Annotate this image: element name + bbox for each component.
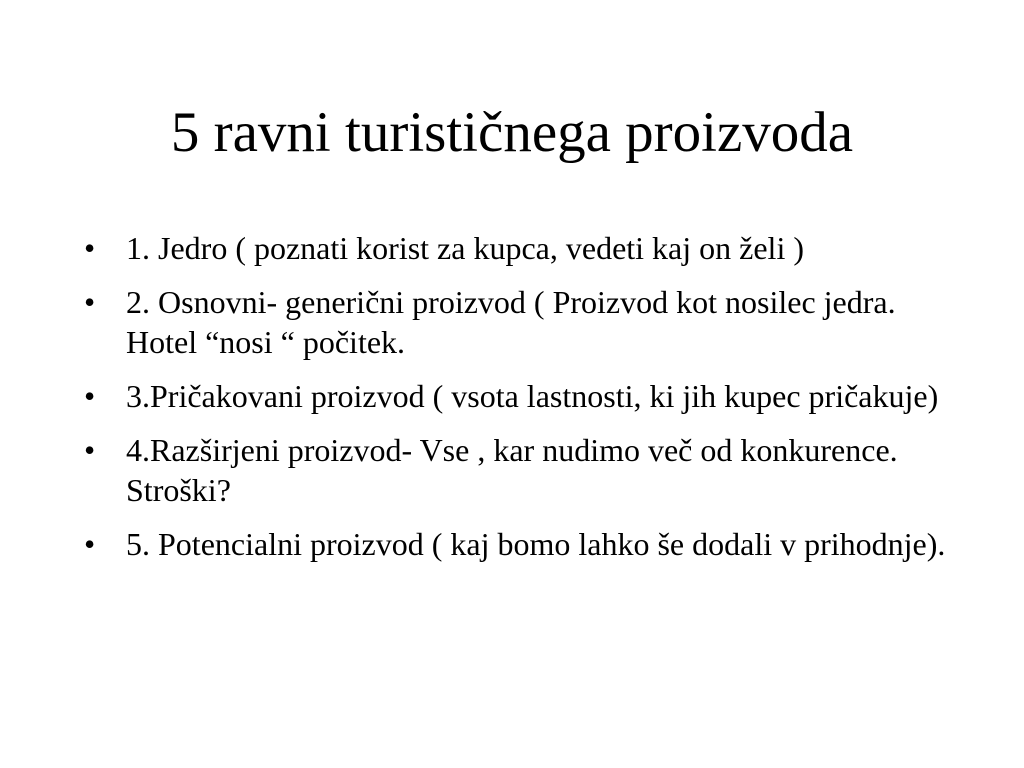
bullet-item [84,524,954,564]
bullet-text: 2. Osnovni- generični proizvod ( Proizvod kot nosilec jedra. Hotel “nosi “ počitek. [126,284,896,360]
slide-title: 5 ravni turističnega proizvoda [170,101,854,164]
bullet-icon: • [84,526,96,562]
bullet-text: 3.Pričakovani proizvod ( vsota lastnosti, ki jih kupec pričakuje) [126,378,939,414]
bullet-text: 4.Razširjeni proizvod- Vse , kar nudimo več od konkurence. Stroški? [126,432,898,508]
bullet-list [84,228,954,578]
bullet-text: 5. Potencialni proizvod ( kaj bomo lahko še dodali v prihodnje). [126,526,946,562]
bullet-item [84,430,954,510]
bullet-text: 1. Jedro ( poznati korist za kupca, vedeti kaj on želi ) [126,230,804,266]
bullet-item [84,282,954,362]
bullet-icon: • [84,284,96,320]
bullet-item [84,228,954,268]
bullet-item [84,376,954,416]
bullet-icon: • [84,378,96,414]
bullet-icon: • [84,432,96,468]
bullet-icon: • [84,230,96,266]
